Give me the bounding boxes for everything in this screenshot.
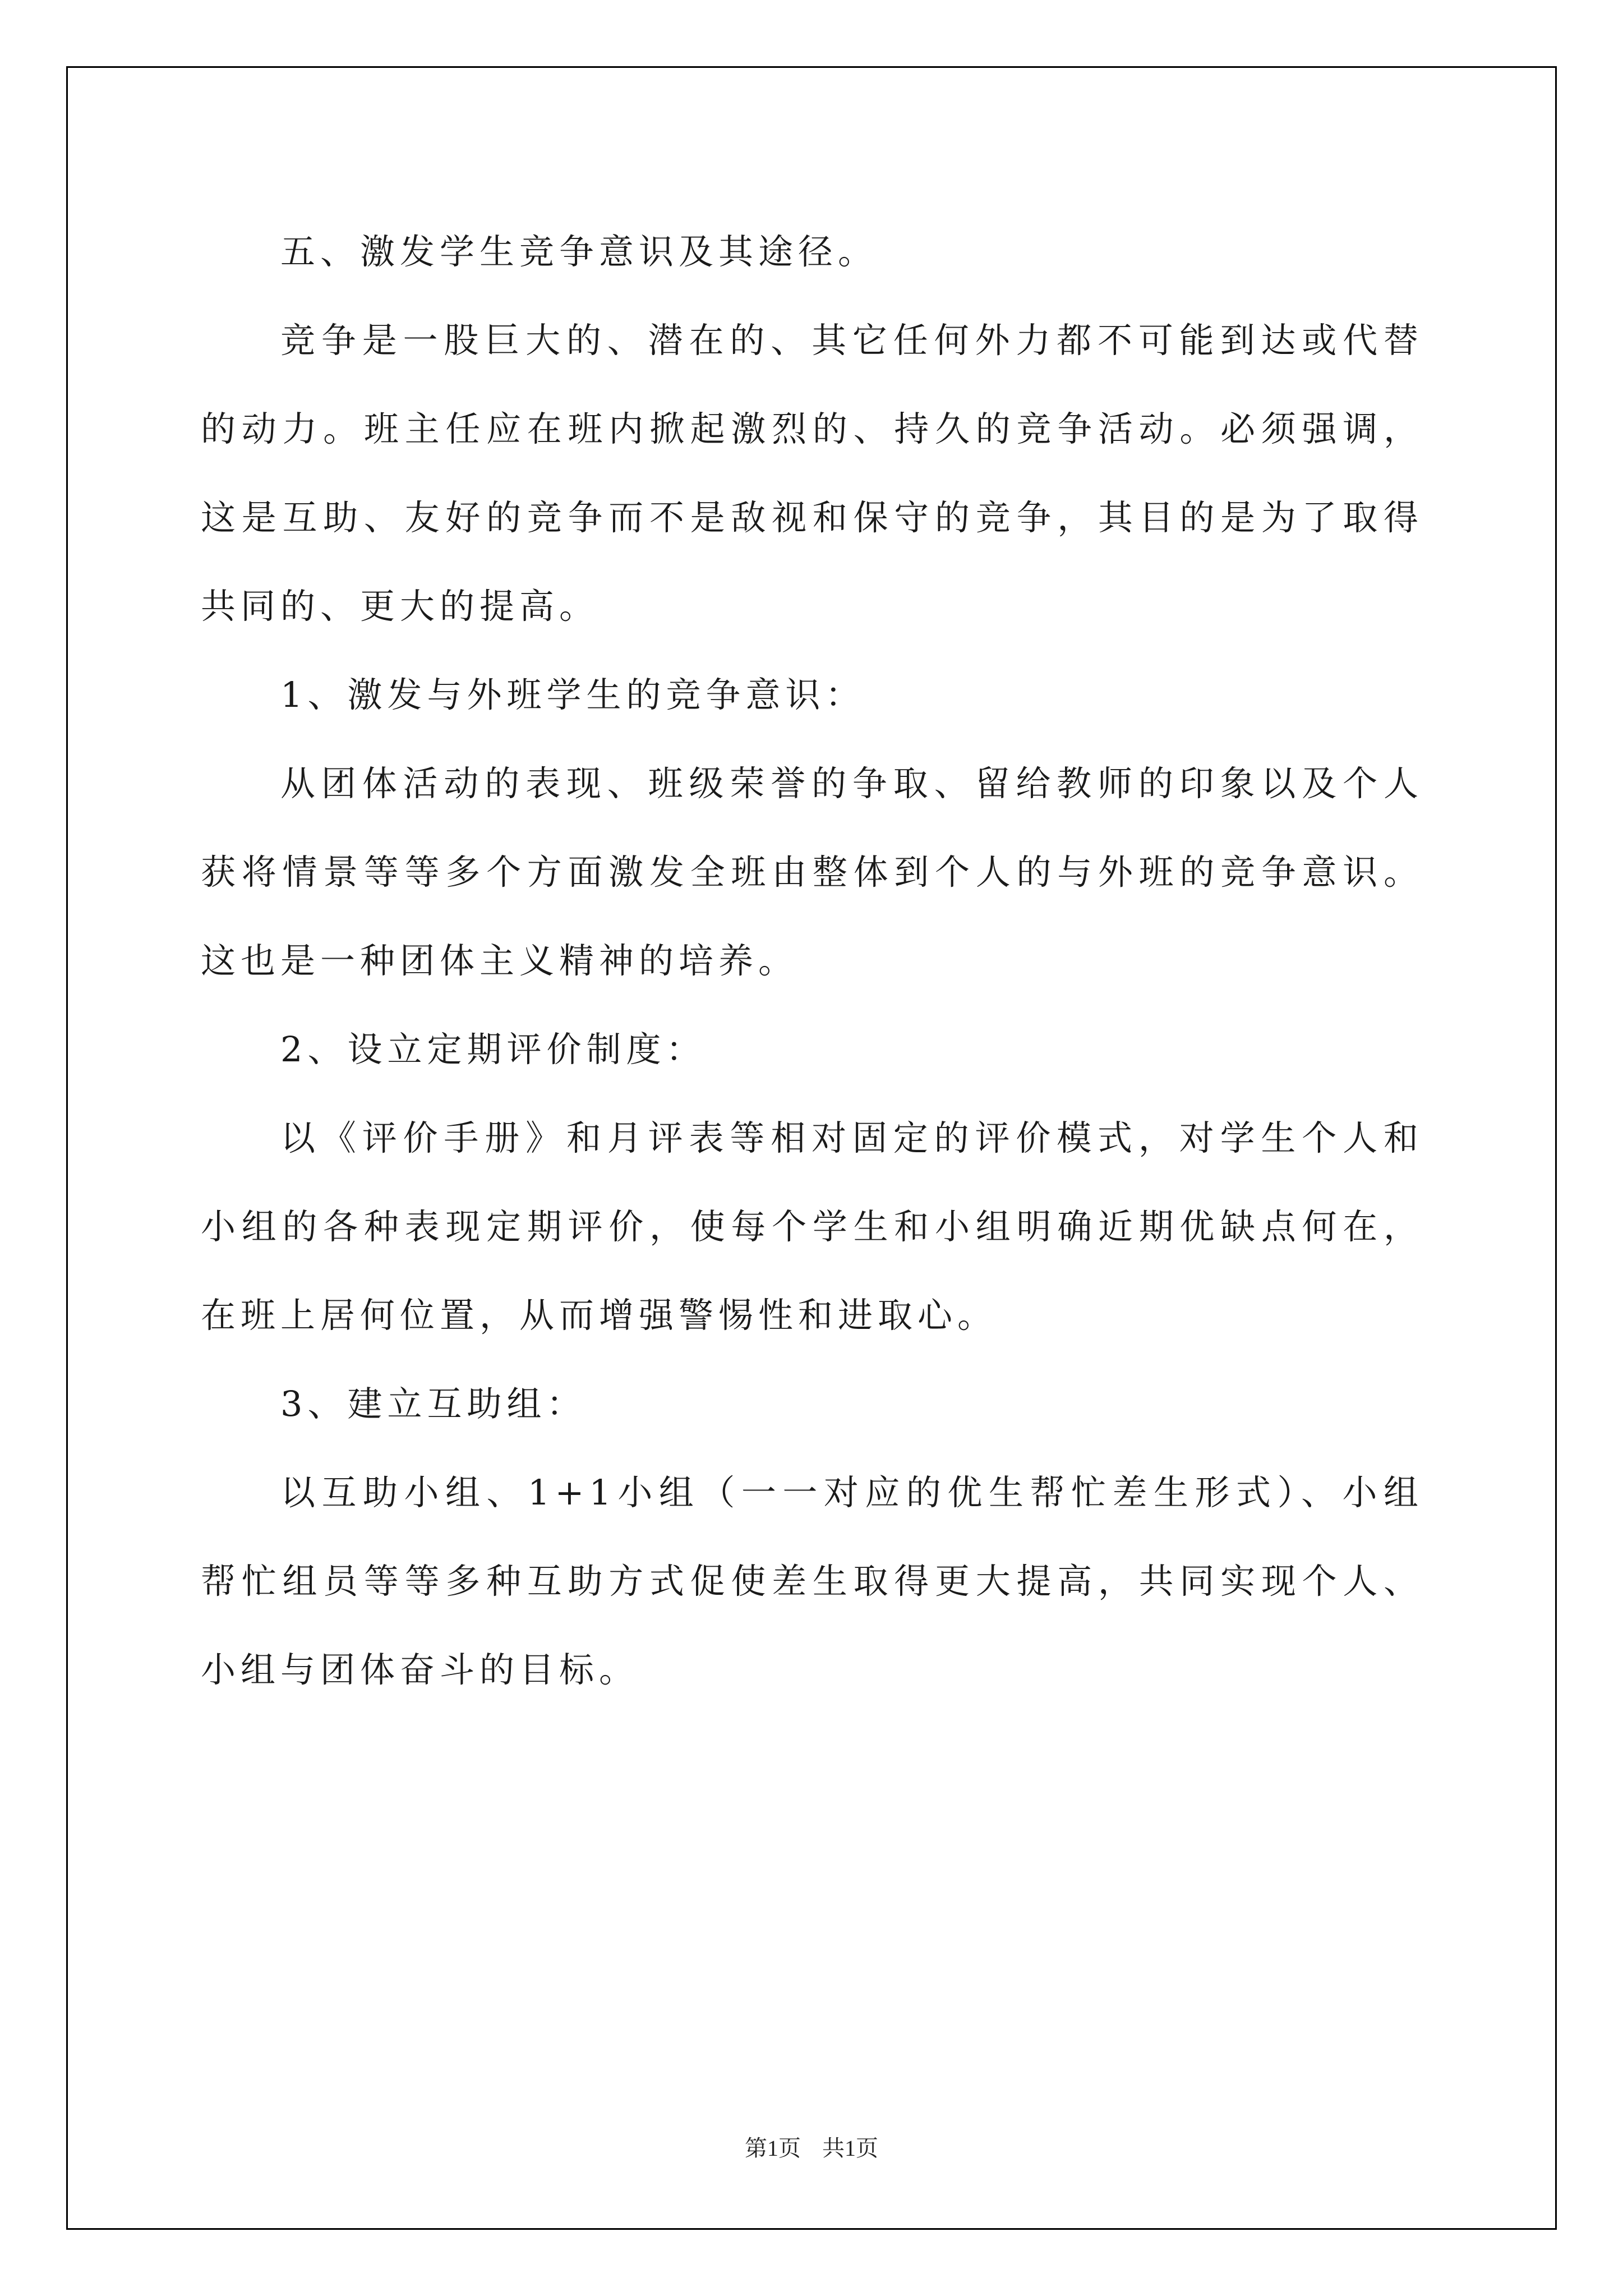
page-number-current: 第1页 — [745, 2136, 801, 2161]
paragraph: 从团体活动的表现、班级荣誉的争取、留给教师的印象以及个人获将情景等等多个方面激发全班由整体到个人的与外班的竞争意识。这也是一种团体主义精神的培养。 — [201, 763, 1423, 981]
document-body — [201, 208, 1423, 1714]
paragraph: 竞争是一股巨大的、潜在的、其它任何外力都不可能到达或代替的动力。班主任应在班内掀起激烈的、持久的竞争活动。必须强调，这是互助、友好的竞争而不是敌视和保守的竞争，其目的是为了取得共同的、更大的提高。 — [201, 320, 1423, 627]
paragraph: 以互助小组、1+1小组（一一对应的优生帮忙差生形式）、小组帮忙组员等等多种互助方式促使差生取得更大提高，共同实现个人、小组与团体奋斗的目标。 — [201, 1472, 1423, 1690]
page-footer — [0, 2132, 1623, 2165]
section-heading: 五、激发学生竞争意识及其途径。 — [280, 231, 878, 272]
subheading: 1、激发与外班学生的竞争意识： — [280, 674, 865, 715]
page-number-total: 共1页 — [822, 2136, 878, 2161]
subheading: 3、建立互助组： — [280, 1383, 587, 1424]
subheading: 2、设立定期评价制度： — [280, 1029, 706, 1070]
paragraph: 以《评价手册》和月评表等相对固定的评价模式，对学生个人和小组的各种表现定期评价，使每个学生和小组明确近期优缺点何在，在班上居何位置，从而增强警惕性和进取心。 — [201, 1117, 1423, 1336]
